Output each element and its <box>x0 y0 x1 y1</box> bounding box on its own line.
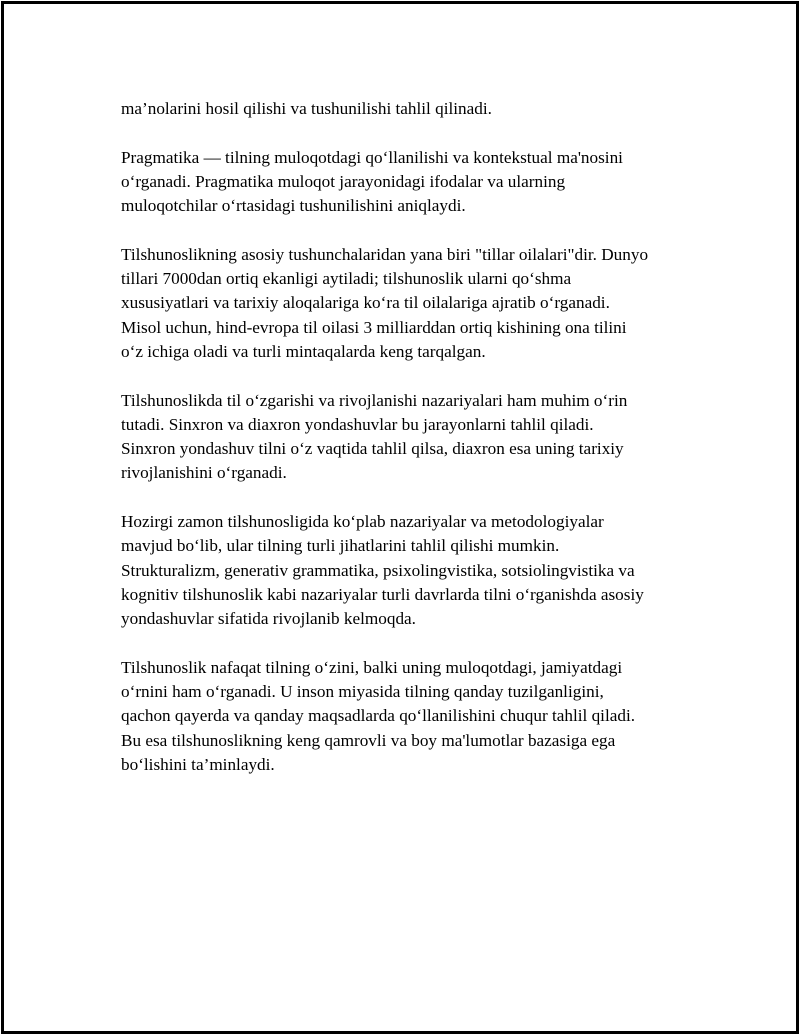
text-line: Tilshunoslikda til o‘zgarishi va rivojlanishi nazariyalari ham muhim o‘rin <box>121 390 628 410</box>
paragraph-1 <box>121 97 711 121</box>
text-line: tutadi. Sinxron va diaxron yondashuvlar bu jarayonlarni tahlil qiladi. <box>121 414 594 434</box>
text-line: Pragmatika — tilning muloqotdagi qo‘llanilishi va kontekstual ma'nosini <box>121 147 623 167</box>
paragraph-4 <box>121 389 711 486</box>
page-frame <box>1 1 799 1034</box>
text-line: Tilshunoslikning asosiy tushunchalaridan yana biri "tillar oilalari"dir. Dunyo <box>121 244 649 264</box>
paragraph-5 <box>121 510 711 631</box>
text-line: muloqotchilar o‘rtasidagi tushunilishini aniqlaydi. <box>121 196 466 216</box>
text-line: kognitiv tilshunoslik kabi nazariyalar turli davrlarda tilni o‘rganishda asosiy <box>121 584 644 604</box>
text-line: Bu esa tilshunoslikning keng qamrovli va boy ma'lumotlar bazasiga ega <box>121 730 616 750</box>
text-line: Strukturalizm, generativ grammatika, psixolingvistika, sotsiolingvistika va <box>121 560 635 580</box>
text-line: Misol uchun, hind-evropa til oilasi 3 milliarddan ortiq kishining ona tilini <box>121 317 627 337</box>
text-line: Hozirgi zamon tilshunosligida ko‘plab nazariyalar va metodologiyalar <box>121 512 604 532</box>
text-line: xususiyatlari va tarixiy aloqalariga ko‘ra til oilalariga ajratib o‘rganadi. <box>121 293 610 313</box>
document-body <box>121 97 711 802</box>
text-line: bo‘lishini ta’minlaydi. <box>121 755 275 775</box>
paragraph-6 <box>121 656 711 777</box>
text-line: Sinxron yondashuv tilni o‘z vaqtida tahlil qilsa, diaxron esa uning tarixiy <box>121 439 624 459</box>
text-line: qachon qayerda va qanday maqsadlarda qo‘llanilishini chuqur tahlil qiladi. <box>121 706 636 726</box>
paragraph-3 <box>121 243 711 364</box>
text-line: mavjud bo‘lib, ular tilning turli jihatlarini tahlil qilishi mumkin. <box>121 536 560 556</box>
paragraph-2 <box>121 146 711 219</box>
text-line: tillari 7000dan ortiq ekanligi aytiladi; tilshunoslik ularni qo‘shma <box>121 269 572 289</box>
text-line: o‘z ichiga oladi va turli mintaqalarda keng tarqalgan. <box>121 341 486 361</box>
text-line: ma’nolarini hosil qilishi va tushunilishi tahlil qilinadi. <box>121 99 492 118</box>
text-line: Tilshunoslik nafaqat tilning o‘zini, balki uning muloqotdagi, jamiyatdagi <box>121 657 623 677</box>
text-line: rivojlanishini o‘rganadi. <box>121 463 287 483</box>
text-line: o‘rnini ham o‘rganadi. U inson miyasida tilning qanday tuzilganligini, <box>121 682 604 702</box>
text-line: yondashuvlar sifatida rivojlanib kelmoqda. <box>121 609 416 629</box>
text-line: o‘rganadi. Pragmatika muloqot jarayonidagi ifodalar va ularning <box>121 171 566 191</box>
